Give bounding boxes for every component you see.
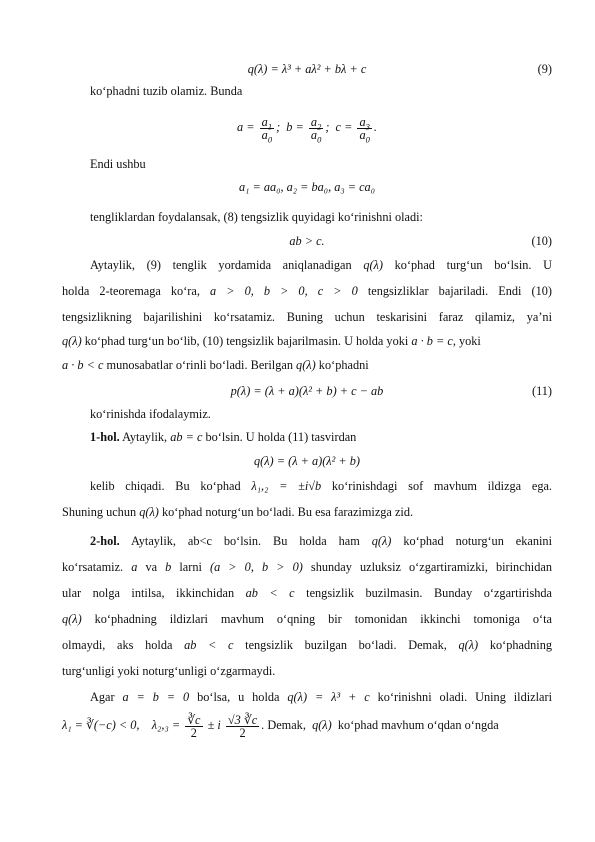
- paragraph-line: a · b < c munosabatlar o‘rinli bo‘ladi. Berilgan q(λ) ko‘phadni: [62, 358, 369, 372]
- equation-number-11: (11): [531, 384, 552, 398]
- equation-equalities: a₁ = aa₀, a₂ = ba₀, a₃ = ca₀: [239, 180, 375, 194]
- paragraph-line: Aytaylik, (9) tenglik yordamida aniqlanadigan q(λ) ko‘phad turg‘un bo‘lsin. U: [90, 258, 552, 272]
- equation-number-9: (9): [537, 62, 552, 76]
- case-1-line: Shuning uchun q(λ) ko‘phad noturg‘un bo‘ladi. Bu esa farazimizga zid.: [62, 505, 414, 519]
- text-line: Endi ushbu: [90, 157, 146, 171]
- paragraph-line: q(λ) ko‘phad turg‘un bo‘lib, (10) tengsizlik bajarilmasin. U holda yoki a · b = c, yoki: [62, 334, 481, 348]
- case-2-line: turg‘unligi yoki noturg‘unligi o‘zgarmaydi.: [62, 664, 276, 678]
- case-1-line: 1-hol. Aytaylik, ab = c bo‘lsin. U holda (11) tasvirdan: [90, 430, 357, 444]
- case-1-line: kelib chiqadi. Bu ko‘phad λ₁,₂ = ±i√b ko‘rinishdagi sof mavhum ildizga ega.: [90, 479, 553, 493]
- equation-11: p(λ) = (λ + a)(λ² + b) + c − ab: [230, 384, 384, 398]
- case-2-line: 2-hol. Aytaylik, ab<c bo‘lsin. Bu holda ham q(λ) ko‘phad noturg‘un ekanini: [90, 534, 552, 548]
- case-2-line: q(λ) ko‘phadning ildizlari mavhum o‘qning bir tomonidan ikkinchi tomoniga o‘ta: [62, 612, 553, 626]
- equation-9: q(λ) = λ³ + aλ² + bλ + c: [247, 62, 367, 76]
- paragraph-line: tengsizlikning bajarilishini ko‘rsatamiz. Buning uchun teskarisini faraz qilamiz, ya’ni: [62, 310, 552, 324]
- case-2-line: ko‘rsatamiz. a va b larni (a > 0, b > 0) shunday uzluksiz o‘zgartiramizki, birinchidan: [62, 560, 552, 574]
- final-paragraph-line: Agar a = b = 0 bo‘lsa, u holda q(λ) = λ³ + c ko‘rinishni oladi. Uning ildizlari: [90, 690, 552, 704]
- paragraph-line: holda 2-teoremaga ko‘ra, a > 0, b > 0, c > 0 tengsizliklar bajariladi. Endi (10): [62, 284, 553, 298]
- text-line: ko‘phadni tuzib olamiz. Bunda: [90, 84, 243, 98]
- equation-coefficients: a = $\frac{a_1}{a_0}$ ; b = $\frac{a_2}{a_0}$ ; c = $\frac{a_3}{a_0}$ .: [237, 114, 377, 145]
- case-1-equation: q(λ) = (λ + a)(λ² + b): [253, 454, 361, 468]
- case-2-line: ular nolga intilsa, ikkinchidan ab < c tengsizlik buzilmasin. Bunday o‘zgartirishda: [62, 586, 553, 600]
- final-paragraph-line: λ₁ = ∛(−c) < 0, λ₂,₃ = $\frac{∛c}{2}$ ± i $\frac{√3 ∛c}{2}$ . Demak, q(λ) ko‘phad mavhum o‘qdan o‘ngda: [62, 712, 499, 740]
- equation-number-10: (10): [531, 234, 552, 248]
- text-line: ko‘rinishda ifodalaymiz.: [90, 407, 211, 421]
- text-line: tengliklardan foydalansak, (8) tengsizlik quyidagi ko‘rinishni oladi:: [90, 210, 423, 224]
- case-2-line: olmaydi, aks holda ab < c tengsizlik buzilgan bo‘ladi. Demak, q(λ) ko‘phadning: [62, 638, 552, 652]
- equation-10: ab > c.: [289, 234, 325, 248]
